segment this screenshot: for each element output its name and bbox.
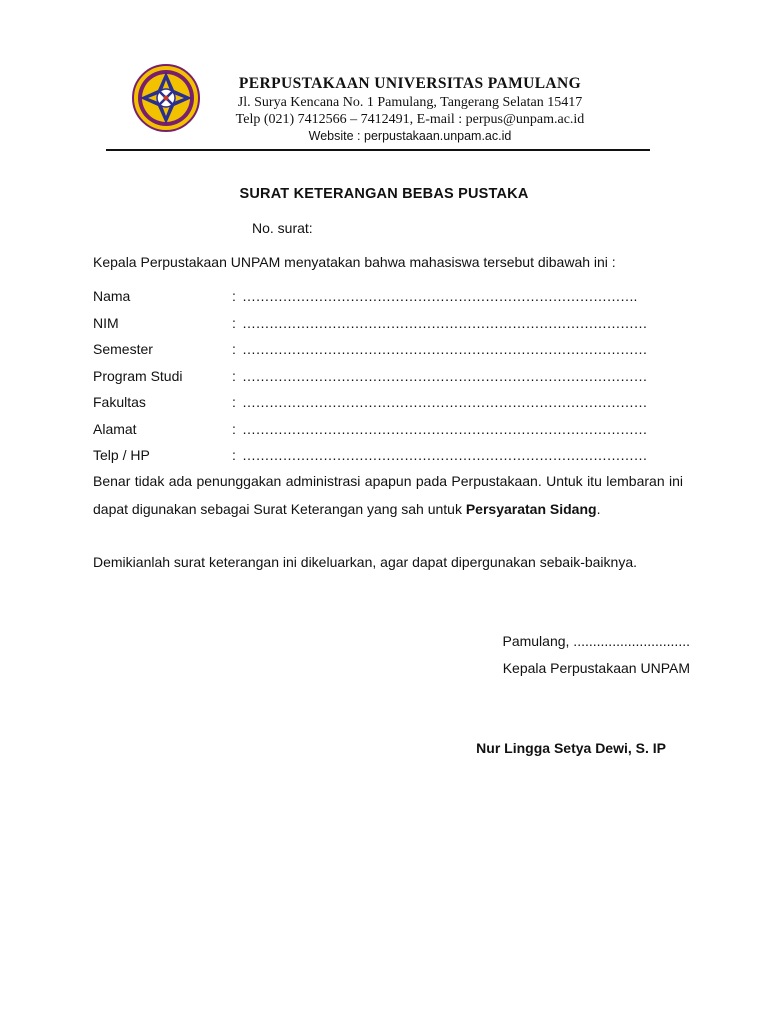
field-colon: : xyxy=(232,288,236,304)
field-label: Program Studi xyxy=(93,368,183,384)
statement-paragraph xyxy=(93,467,683,523)
field-alamat xyxy=(93,420,647,438)
field-label: Alamat xyxy=(93,421,137,437)
field-blank: ……………………………………………………………………………… xyxy=(242,394,647,410)
field-colon: : xyxy=(232,421,236,437)
field-nama xyxy=(93,287,637,305)
field-colon: : xyxy=(232,394,236,410)
field-label: Semester xyxy=(93,341,153,357)
field-label: Fakultas xyxy=(93,394,146,410)
field-blank: ……………………………………………………………………………… xyxy=(242,421,647,437)
letter-number-label: No. surat: xyxy=(252,220,313,236)
statement-bold-text: Persyaratan Sidang xyxy=(465,501,597,517)
institution-name: PERPUSTAKAAN UNIVERSITAS PAMULANG xyxy=(238,75,582,92)
signature-position: Kepala Perpustakaan UNPAM xyxy=(502,660,690,676)
field-colon: : xyxy=(232,368,236,384)
field-label: Telp / HP xyxy=(93,447,150,463)
field-label: NIM xyxy=(93,315,119,331)
field-colon: : xyxy=(232,447,236,463)
field-blank: ……………………………………………………………………………… xyxy=(242,341,647,357)
university-seal-logo xyxy=(132,64,200,132)
field-colon: : xyxy=(232,341,236,357)
institution-contact: Telp (021) 7412566 – 7412491, E-mail : perpus@unpam.ac.id xyxy=(235,112,585,127)
field-blank: ……………………………………………………………………………… xyxy=(242,368,647,384)
letterhead-divider xyxy=(106,149,650,151)
signature-place-date: Pamulang, .............................. xyxy=(502,633,690,649)
institution-website xyxy=(200,128,620,145)
intro-text: Kepala Perpustakaan UNPAM menyatakan bahwa mahasiswa tersebut dibawah ini : xyxy=(93,254,616,270)
field-label: Nama xyxy=(93,288,131,304)
closing-paragraph: Demikianlah surat keterangan ini dikeluarkan, agar dapat dipergunakan sebaik-baiknya. xyxy=(93,554,638,570)
field-colon: : xyxy=(232,315,236,331)
letterhead xyxy=(200,74,620,145)
signature-name: Nur Lingga Setya Dewi, S. IP xyxy=(476,740,666,756)
website-url: perpustakaan.unpam.ac.id xyxy=(364,129,512,143)
field-fakultas xyxy=(93,393,647,411)
field-blank: ……………………………………………………………………………… xyxy=(242,447,647,463)
statement-end: . xyxy=(596,501,601,517)
field-semester xyxy=(93,340,647,358)
website-label: Website : xyxy=(308,129,365,143)
field-program-studi xyxy=(93,367,647,385)
field-telp-hp xyxy=(93,446,647,464)
field-blank: ……………………………………………………………………………… xyxy=(242,315,647,331)
field-nim xyxy=(93,314,647,332)
institution-address: Jl. Surya Kencana No. 1 Pamulang, Tangerang Selatan 15417 xyxy=(237,95,583,110)
document-title: SURAT KETERANGAN BEBAS PUSTAKA xyxy=(239,186,529,202)
statement-text: Benar tidak ada penunggakan administrasi apapun pada Perpustakaan. Untuk itu lembaran ini dapat digunakan sebagai Surat Keterangan yang sah untuk xyxy=(93,473,683,517)
field-blank: ……………………………………………………………………………. xyxy=(242,288,637,304)
